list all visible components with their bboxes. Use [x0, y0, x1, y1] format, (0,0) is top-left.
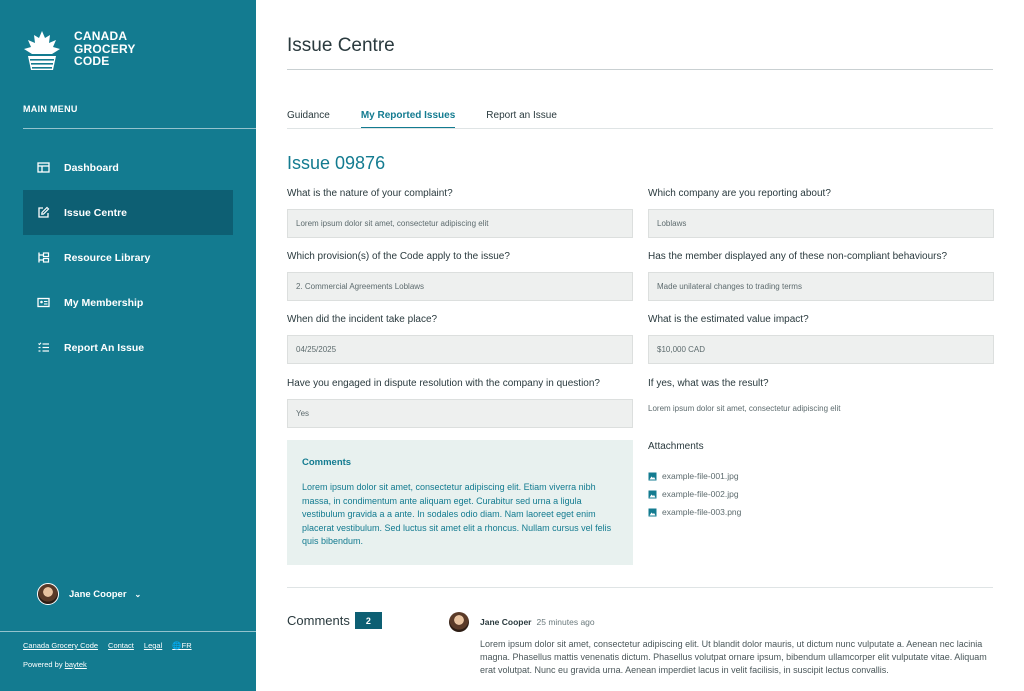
field-company: [648, 188, 994, 238]
avatar: [37, 583, 59, 605]
field-label: Has the member displayed any of these non-compliant behaviours?: [648, 251, 948, 262]
field-result: [648, 378, 994, 413]
sidebar-item-dashboard[interactable]: [23, 145, 233, 190]
comment-text: Lorem ipsum dolor sit amet, consectetur adipiscing elit. Ut blandit dolor mauris, ut dictum nunc vulputate a. Aenean nec lacinia magna. Phasellus mattis venenatis dictum. Phasellus volutpat ornare ipsum, bibendum ullamcorper elit vulputate vitae. Aliquam erat volutpat. Nunc eu gravida urna. Aenean imperdiet lacus in velit facilisis, in suscipit lectus convallis.: [480, 639, 987, 675]
comments-count-badge: 2: [355, 612, 382, 629]
brand-line-2: GROCERY: [74, 41, 136, 56]
tabs-divider: [287, 128, 993, 129]
main-nav: [23, 145, 233, 370]
comment-meta: [449, 612, 993, 632]
attachment-name: example-file-001.jpg: [662, 471, 739, 481]
sidebar-item-resource-library[interactable]: [23, 235, 233, 280]
field-provisions: [287, 251, 633, 301]
comment-item: [449, 612, 993, 677]
sidebar-item-label: Report An Issue: [64, 341, 145, 354]
brand-name: [74, 30, 136, 68]
chevron-down-icon: ⌄: [134, 589, 142, 599]
field-label: When did the incident take place?: [287, 314, 438, 325]
brand-logo[interactable]: [22, 30, 136, 72]
field-dispute: [287, 378, 633, 428]
section-divider: [287, 587, 993, 588]
sidebar: [0, 0, 256, 691]
sidebar-item-report-an-issue[interactable]: [23, 325, 233, 370]
language-label: FR: [181, 641, 192, 650]
comments-heading: Comments: [287, 613, 350, 628]
field-label: What is the estimated value impact?: [648, 314, 809, 325]
tab-guidance[interactable]: Guidance: [287, 110, 330, 121]
dispute-input[interactable]: Yes: [287, 399, 633, 428]
sidebar-item-label: Resource Library: [64, 251, 151, 264]
title-divider: [287, 69, 993, 70]
powered-by-link[interactable]: baytek: [64, 660, 87, 669]
field-impact: [648, 314, 994, 364]
library-icon: [37, 251, 50, 264]
attachment-list: [648, 467, 741, 521]
main-menu-heading: MAIN MENU: [23, 104, 78, 114]
image-file-icon: [648, 472, 657, 481]
sidebar-item-issue-centre[interactable]: [23, 190, 233, 235]
attachment-item[interactable]: [648, 503, 741, 521]
field-label: If yes, what was the result?: [648, 378, 769, 389]
user-name: Jane Cooper: [69, 588, 127, 600]
comments-card: [287, 440, 633, 565]
date-input[interactable]: 04/25/2025: [287, 335, 633, 364]
field-label: Which company are you reporting about?: [648, 188, 831, 199]
avatar: [449, 612, 469, 632]
tab-report-an-issue[interactable]: Report an Issue: [486, 110, 557, 121]
behaviours-input[interactable]: Made unilateral changes to trading terms: [648, 272, 994, 301]
image-file-icon: [648, 490, 657, 499]
tab-my-reported-issues[interactable]: My Reported Issues: [361, 110, 455, 129]
issue-title: Issue 09876: [287, 153, 386, 173]
attachment-name: example-file-003.png: [662, 507, 742, 517]
brand-line-3: CODE: [74, 54, 110, 68]
powered-by: [23, 660, 87, 669]
dashboard-icon: [37, 161, 50, 174]
page-title: Issue Centre: [287, 35, 395, 56]
field-label: Which provision(s) of the Code apply to the issue?: [287, 251, 510, 262]
footer-link-legal[interactable]: Legal: [143, 641, 163, 650]
impact-input[interactable]: $10,000 CAD: [648, 335, 994, 364]
menu-divider: [23, 128, 256, 129]
comment-timestamp: 25 minutes ago: [536, 617, 595, 627]
powered-prefix: Powered by: [23, 660, 63, 669]
comments-header: [287, 612, 382, 629]
attachment-name: example-file-002.jpg: [662, 489, 739, 499]
result-value: Lorem ipsum dolor sit amet, consectetur adipiscing elit: [648, 404, 841, 413]
sidebar-item-label: My Membership: [64, 296, 144, 309]
field-behaviours: [648, 251, 994, 301]
field-label: What is the nature of your complaint?: [287, 188, 453, 199]
nature-input[interactable]: Lorem ipsum dolor sit amet, consectetur adipiscing elit: [287, 209, 633, 238]
sidebar-item-label: Dashboard: [64, 161, 119, 174]
attachments: [648, 441, 741, 521]
field-date: [287, 314, 633, 364]
globe-icon: 🌐: [172, 641, 182, 650]
comment-author: Jane Cooper: [480, 617, 532, 627]
attachment-item[interactable]: [648, 485, 741, 503]
id-card-icon: [37, 296, 50, 309]
brand-line-1: CANADA: [74, 29, 128, 43]
field-label: Have you engaged in dispute resolution with the company in question?: [287, 378, 600, 389]
footer-link-contact[interactable]: Contact: [108, 641, 134, 650]
user-menu[interactable]: [37, 583, 141, 605]
edit-icon: [37, 206, 50, 219]
footer-link-canada-grocery-code[interactable]: Canada Grocery Code: [23, 641, 99, 650]
attachment-item[interactable]: [648, 467, 741, 485]
field-nature: [287, 188, 633, 238]
comments-card-body: Lorem ipsum dolor sit amet, consectetur adipiscing elit. Etiam viverra nibh massa, in condimentum ante aliquam eget. Curabitur sed urna a ligula vestibulum gravida a a ante. In sodales odio diam. Nam laoreet eget enim placerat vestibulum. Sed luctus sit amet elit a rhoncus. Nullam cursus vel felis quis bibendum.: [302, 482, 612, 546]
image-file-icon: [648, 508, 657, 517]
footer-links: [23, 641, 192, 650]
sidebar-item-my-membership[interactable]: [23, 280, 233, 325]
company-input[interactable]: Loblaws: [648, 209, 994, 238]
list-icon: [37, 341, 50, 354]
attachments-label: Attachments: [648, 441, 704, 452]
sidebar-item-label: Issue Centre: [64, 206, 128, 219]
language-toggle[interactable]: [172, 641, 191, 650]
footer-divider: [0, 631, 256, 632]
maple-leaf-basket-icon: [22, 30, 62, 72]
comments-card-heading: Comments: [302, 457, 352, 468]
tab-bar: [287, 110, 588, 129]
provisions-input[interactable]: 2. Commercial Agreements Loblaws: [287, 272, 633, 301]
